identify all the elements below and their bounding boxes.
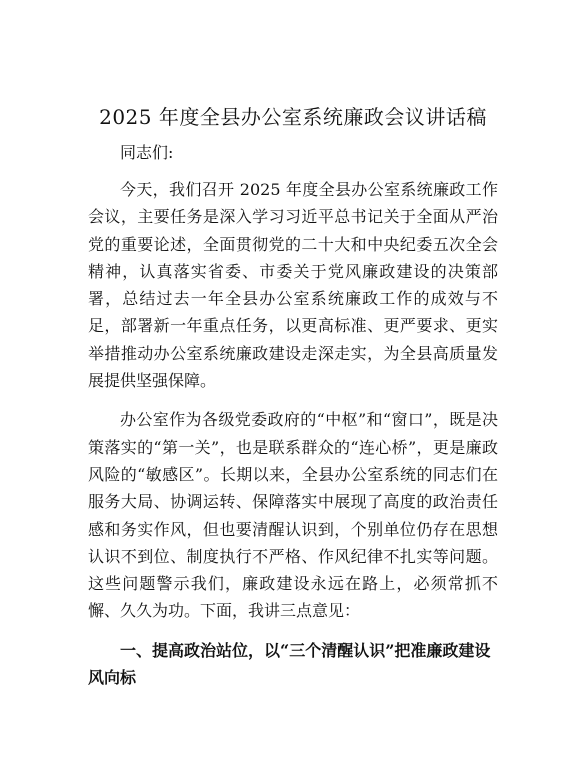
salutation: 同志们: <box>120 143 174 162</box>
paragraph-office-role: 办公室作为各级党委政府的“中枢”和“窗口”，既是决策落实的“第一关”，也是联系群众的“连心桥”，更是廉政风险的“敏感区”。长期以来，全县办公室系统的同志们在服务大局、协调运转、保障落实中展现了高度的政治责任感和务实作风，但也要清醒认识到，个别单位仍存在思想认识不到位、制度执行不严格、作风纪律不扎实等问题。这些问题警示我们，廉政建设永远在路上，必须常抓不懈、久久为功。下面，我讲三点意见： <box>88 410 498 621</box>
section-heading-1: 一、提高政治站位，以“三个清醒认识”把准廉政建设风向标 <box>88 640 491 688</box>
document-title: 2025 年度全县办公室系统廉政会议讲话稿 <box>99 105 487 129</box>
paragraph-intro: 今天，我们召开 2025 年度全县办公室系统廉政工作会议，主要任务是深入学习习近平总书记关于全面从严治党的重要论述，全面贯彻党的二十大和中央纪委五次全会精神，认真落实省委、市委关于党风廉政建设的决策部署，总结过去一年全县办公室系统廉政工作的成效与不足，部署新一年重点任务，以更高标准、更严要求、更实举措推动办公室系统廉政建设走深走实，为全县高质量发展提供坚强保障。 <box>88 180 498 391</box>
